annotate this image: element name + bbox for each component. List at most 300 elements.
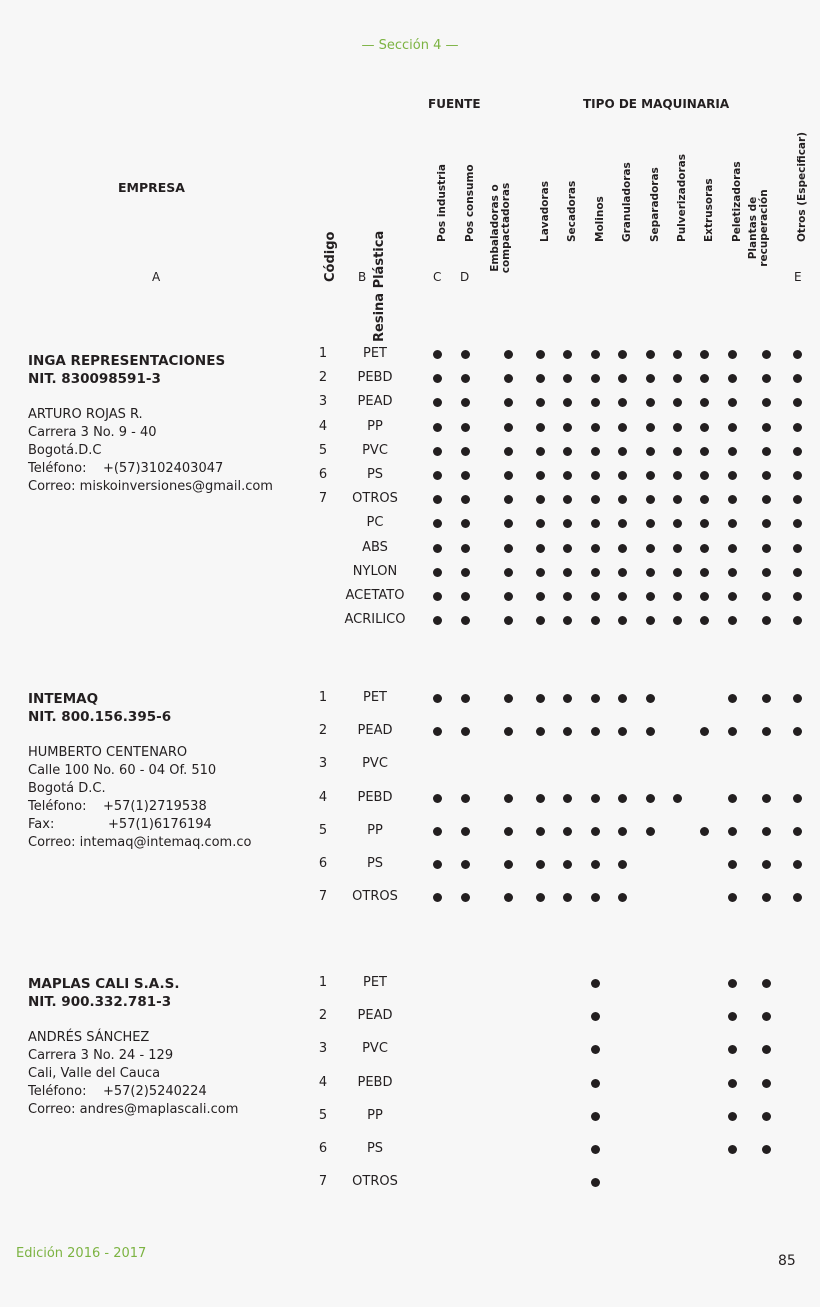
bullet-mark: [591, 794, 600, 803]
bullet-mark: [433, 860, 442, 869]
bullet-mark: [618, 860, 627, 869]
column-header-label: Peletizadoras: [731, 161, 743, 242]
bullet-mark: [504, 447, 513, 456]
row-code: 3: [318, 1041, 328, 1057]
row-code: 6: [318, 1141, 328, 1156]
column-header-label: Pulverizadoras: [676, 154, 688, 242]
row-resin: PEAD: [357, 394, 393, 410]
bullet-mark: [673, 423, 682, 432]
bullet-mark: [618, 827, 627, 836]
codigo-header: [311, 118, 338, 282]
bullet-mark: [461, 727, 470, 736]
column-header: [691, 118, 717, 248]
company-info: [28, 690, 251, 852]
bullet-mark: [762, 447, 771, 456]
bullet-mark: [591, 979, 600, 988]
bullet-mark: [461, 398, 470, 407]
row-code: 7: [318, 889, 328, 905]
bullet-mark: [461, 794, 470, 803]
column-header-label: Secadoras: [566, 180, 578, 242]
row-resin: PS: [366, 467, 384, 482]
bullet-mark: [728, 827, 737, 836]
bullet-mark: [563, 544, 572, 553]
bullet-mark: [563, 398, 572, 407]
bullet-mark: [504, 350, 513, 359]
bullet-mark: [673, 568, 682, 577]
bullet-mark: [591, 1178, 600, 1187]
bullet-mark: [700, 398, 709, 407]
bullet-mark: [618, 592, 627, 601]
bullet-mark: [618, 616, 627, 625]
bullet-mark: [673, 495, 682, 504]
resina-header: [360, 118, 387, 342]
bullet-mark: [433, 350, 442, 359]
bullet-mark: [536, 568, 545, 577]
bullet-mark: [728, 350, 737, 359]
row-resin: OTROS: [352, 491, 398, 507]
bullet-mark: [618, 447, 627, 456]
bullet-mark: [433, 893, 442, 902]
row-resin: OTROS: [352, 1174, 398, 1190]
bullet-mark: [563, 827, 572, 836]
bullet-mark: [646, 544, 655, 553]
contact-line: Teléfono: +(57)3102403047: [28, 461, 224, 476]
bullet-mark: [433, 374, 442, 383]
bullet-mark: [433, 616, 442, 625]
bullet-mark: [461, 350, 470, 359]
company-name: MAPLAS CALI S.A.S.: [28, 976, 180, 992]
company-nit: NIT. 900.332.781-3: [28, 994, 172, 1010]
column-header-label: Pos consumo: [464, 164, 476, 242]
bullet-mark: [591, 447, 600, 456]
row-resin: ACETATO: [345, 588, 405, 603]
bullet-mark: [504, 495, 513, 504]
bullet-mark: [762, 727, 771, 736]
row-code: 2: [318, 723, 328, 739]
bullet-mark: [793, 374, 802, 383]
bullet-mark: [700, 592, 709, 601]
bullet-mark: [646, 592, 655, 601]
bullet-mark: [591, 592, 600, 601]
column-header-label: Lavadoras: [539, 181, 551, 242]
column-header: [609, 118, 635, 248]
bullet-mark: [591, 694, 600, 703]
bullet-mark: [536, 544, 545, 553]
bullet-mark: [762, 592, 771, 601]
row-resin: PVC: [362, 442, 388, 458]
bullet-mark: [591, 398, 600, 407]
bullet-mark: [433, 727, 442, 736]
bullet-mark: [728, 471, 737, 480]
bullet-mark: [618, 727, 627, 736]
row-resin: PEAD: [357, 1008, 393, 1024]
row-resin: PEBD: [357, 789, 393, 805]
bullet-mark: [762, 1145, 771, 1154]
bullet-mark: [591, 860, 600, 869]
bullet-mark: [591, 1045, 600, 1054]
bullet-mark: [618, 544, 627, 553]
bullet-mark: [762, 350, 771, 359]
bullet-mark: [646, 519, 655, 528]
bullet-mark: [618, 350, 627, 359]
bullet-mark: [673, 374, 682, 383]
column-header: [452, 118, 478, 248]
bullet-mark: [563, 495, 572, 504]
bullet-mark: [646, 827, 655, 836]
bullet-mark: [728, 1045, 737, 1054]
row-code: 3: [318, 394, 328, 410]
bullet-mark: [793, 519, 802, 528]
contact-line: Bogotá D.C.: [28, 781, 106, 796]
contact-line: Teléfono: +57(2)5240224: [28, 1084, 207, 1099]
bullet-mark: [646, 350, 655, 359]
bullet-mark: [536, 893, 545, 902]
bullet-mark: [762, 1045, 771, 1054]
column-header-label: Plantas de recuperación: [747, 189, 770, 267]
row-resin: PVC: [362, 1041, 388, 1057]
company-nit: NIT. 800.156.395-6: [28, 709, 172, 725]
bullet-mark: [563, 519, 572, 528]
bullet-mark: [536, 794, 545, 803]
bullet-mark: [762, 374, 771, 383]
bullet-mark: [762, 519, 771, 528]
column-header: [719, 118, 745, 248]
bullet-mark: [461, 616, 470, 625]
bullet-mark: [618, 398, 627, 407]
row-resin: PET: [363, 690, 387, 705]
bullet-mark: [433, 423, 442, 432]
bullet-mark: [793, 592, 802, 601]
row-code: 1: [318, 346, 328, 361]
bullet-mark: [762, 979, 771, 988]
contact-line: HUMBERTO CENTENARO: [28, 745, 188, 760]
row-code: 1: [318, 690, 328, 705]
bullet-mark: [618, 694, 627, 703]
bullet-mark: [762, 827, 771, 836]
bullet-mark: [536, 592, 545, 601]
bullet-mark: [700, 727, 709, 736]
page-number: 85: [778, 1253, 796, 1269]
column-header: [582, 118, 608, 248]
bullet-mark: [793, 423, 802, 432]
bullet-mark: [728, 616, 737, 625]
row-resin: NYLON: [352, 563, 398, 579]
contact-line: Teléfono: +57(1)2719538: [28, 799, 207, 814]
bullet-mark: [591, 1012, 600, 1021]
column-header-label: Extrusoras: [703, 178, 715, 242]
bullet-mark: [793, 694, 802, 703]
bullet-mark: [433, 568, 442, 577]
bullet-mark: [563, 893, 572, 902]
bullet-mark: [536, 447, 545, 456]
letter-b: B: [358, 270, 367, 284]
column-header-label: Molinos: [594, 196, 606, 242]
bullet-mark: [433, 794, 442, 803]
bullet-mark: [618, 495, 627, 504]
bullet-mark: [793, 350, 802, 359]
bullet-mark: [728, 1012, 737, 1021]
bullet-mark: [762, 893, 771, 902]
bullet-mark: [563, 374, 572, 383]
column-header: [527, 118, 553, 248]
bullet-mark: [563, 794, 572, 803]
bullet-mark: [673, 447, 682, 456]
column-header-label: Embaladoras o compactadoras: [489, 182, 512, 274]
bullet-mark: [728, 860, 737, 869]
bullet-mark: [591, 1145, 600, 1154]
bullet-mark: [433, 495, 442, 504]
row-code: 2: [318, 370, 328, 386]
column-header: [784, 118, 810, 248]
bullet-mark: [700, 827, 709, 836]
bullet-mark: [762, 1112, 771, 1121]
bullet-mark: [762, 860, 771, 869]
bullet-mark: [461, 860, 470, 869]
bullet-mark: [461, 447, 470, 456]
bullet-mark: [536, 616, 545, 625]
fuente-header: FUENTE: [428, 97, 481, 111]
bullet-mark: [700, 447, 709, 456]
bullet-mark: [793, 794, 802, 803]
bullet-mark: [504, 374, 513, 383]
bullet-mark: [646, 423, 655, 432]
bullet-mark: [618, 471, 627, 480]
bullet-mark: [591, 544, 600, 553]
bullet-mark: [646, 495, 655, 504]
bullet-mark: [536, 827, 545, 836]
letter-e: E: [794, 270, 802, 284]
bullet-mark: [793, 495, 802, 504]
letter-c: C: [433, 270, 442, 284]
row-code: 1: [318, 975, 328, 990]
bullet-mark: [563, 447, 572, 456]
bullet-mark: [504, 860, 513, 869]
edition-footer: Edición 2016 - 2017: [16, 1246, 147, 1261]
bullet-mark: [536, 694, 545, 703]
row-code: 3: [318, 756, 328, 772]
bullet-mark: [762, 471, 771, 480]
column-header: [747, 118, 779, 267]
bullet-mark: [646, 616, 655, 625]
bullet-mark: [762, 544, 771, 553]
bullet-mark: [433, 544, 442, 553]
bullet-mark: [728, 374, 737, 383]
bullet-mark: [591, 423, 600, 432]
contact-line: Fax: +57(1)6176194: [28, 817, 212, 832]
column-header: [637, 118, 663, 248]
bullet-mark: [700, 471, 709, 480]
bullet-mark: [673, 794, 682, 803]
bullet-mark: [793, 893, 802, 902]
row-code: 2: [318, 1008, 328, 1024]
row-resin: OTROS: [352, 889, 398, 905]
bullet-mark: [728, 519, 737, 528]
bullet-mark: [504, 827, 513, 836]
bullet-mark: [433, 519, 442, 528]
bullet-mark: [793, 827, 802, 836]
bullet-mark: [433, 471, 442, 480]
row-code: 6: [318, 467, 328, 482]
bullet-mark: [563, 471, 572, 480]
bullet-mark: [646, 374, 655, 383]
company-contact: [28, 1029, 238, 1119]
column-header: [489, 118, 521, 274]
bullet-mark: [700, 350, 709, 359]
bullet-mark: [591, 893, 600, 902]
row-code: 5: [318, 442, 328, 458]
bullet-mark: [762, 398, 771, 407]
column-header: [424, 118, 450, 248]
bullet-mark: [673, 616, 682, 625]
bullet-mark: [673, 519, 682, 528]
column-header: [664, 118, 690, 248]
bullet-mark: [536, 519, 545, 528]
bullet-mark: [700, 519, 709, 528]
bullet-mark: [762, 1079, 771, 1088]
bullet-mark: [536, 495, 545, 504]
bullet-mark: [762, 495, 771, 504]
row-code: 4: [318, 418, 328, 434]
bullet-mark: [646, 727, 655, 736]
codigo-header-text: Código: [323, 231, 338, 282]
bullet-mark: [536, 423, 545, 432]
bullet-mark: [762, 1012, 771, 1021]
company-info: [28, 352, 273, 496]
bullet-mark: [793, 398, 802, 407]
bullet-mark: [728, 694, 737, 703]
row-code: 6: [318, 856, 328, 871]
bullet-mark: [461, 495, 470, 504]
bullet-mark: [728, 893, 737, 902]
bullet-mark: [591, 350, 600, 359]
bullet-mark: [646, 568, 655, 577]
bullet-mark: [728, 1145, 737, 1154]
column-header-label: Pos industria: [436, 163, 448, 242]
bullet-mark: [504, 471, 513, 480]
bullet-mark: [673, 398, 682, 407]
contact-line: ARTURO ROJAS R.: [28, 407, 143, 422]
bullet-mark: [461, 827, 470, 836]
row-resin: PC: [366, 515, 384, 531]
bullet-mark: [700, 423, 709, 432]
bullet-mark: [504, 398, 513, 407]
bullet-mark: [618, 374, 627, 383]
bullet-mark: [591, 727, 600, 736]
bullet-mark: [793, 471, 802, 480]
bullet-mark: [591, 495, 600, 504]
bullet-mark: [618, 794, 627, 803]
bullet-mark: [461, 893, 470, 902]
row-resin: PET: [363, 346, 387, 361]
column-header-label: Separadoras: [649, 167, 661, 242]
bullet-mark: [591, 1112, 600, 1121]
bullet-mark: [563, 592, 572, 601]
company-nit: NIT. 830098591-3: [28, 371, 161, 387]
bullet-mark: [700, 568, 709, 577]
bullet-mark: [591, 827, 600, 836]
contact-line: Calle 100 No. 60 - 04 Of. 510: [28, 763, 217, 778]
row-resin: ABS: [362, 539, 388, 555]
section-label: — Sección 4 —: [361, 38, 459, 53]
bullet-mark: [504, 519, 513, 528]
bullet-mark: [536, 398, 545, 407]
bullet-mark: [762, 423, 771, 432]
bullet-mark: [504, 694, 513, 703]
contact-line: Correo: miskoinversiones@gmail.com: [28, 479, 273, 494]
resina-header-text: Resina Plástica: [372, 230, 387, 342]
bullet-mark: [591, 1079, 600, 1088]
bullet-mark: [536, 860, 545, 869]
bullet-mark: [536, 350, 545, 359]
row-code: 4: [318, 789, 328, 805]
bullet-mark: [504, 893, 513, 902]
bullet-mark: [728, 544, 737, 553]
bullet-mark: [591, 616, 600, 625]
bullet-mark: [728, 495, 737, 504]
bullet-mark: [461, 374, 470, 383]
bullet-mark: [646, 398, 655, 407]
bullet-mark: [591, 374, 600, 383]
bullet-mark: [433, 694, 442, 703]
bullet-mark: [563, 350, 572, 359]
bullet-mark: [591, 519, 600, 528]
bullet-mark: [618, 568, 627, 577]
bullet-mark: [646, 794, 655, 803]
bullet-mark: [673, 544, 682, 553]
letter-a: A: [152, 270, 161, 284]
contact-line: Bogotá.D.C: [28, 443, 102, 458]
bullet-mark: [762, 568, 771, 577]
bullet-mark: [646, 471, 655, 480]
row-resin: PP: [367, 418, 383, 434]
bullet-mark: [793, 616, 802, 625]
bullet-mark: [591, 471, 600, 480]
row-code: 7: [318, 1174, 328, 1190]
bullet-mark: [536, 471, 545, 480]
bullet-mark: [728, 398, 737, 407]
bullet-mark: [646, 447, 655, 456]
bullet-mark: [591, 568, 600, 577]
bullet-mark: [728, 1079, 737, 1088]
bullet-mark: [563, 568, 572, 577]
bullet-mark: [504, 568, 513, 577]
company-name: INGA REPRESENTACIONES: [28, 353, 226, 369]
column-header-label: Otros (Especificar): [796, 132, 808, 242]
contact-line: Correo: intemaq@intemaq.com.co: [28, 835, 252, 850]
company-info: [28, 975, 238, 1119]
bullet-mark: [504, 423, 513, 432]
bullet-mark: [762, 794, 771, 803]
column-header: [554, 118, 580, 248]
row-code: 5: [318, 822, 328, 838]
contact-line: ANDRÉS SÁNCHEZ: [28, 1030, 150, 1045]
bullet-mark: [793, 544, 802, 553]
bullet-mark: [461, 423, 470, 432]
bullet-mark: [461, 519, 470, 528]
bullet-mark: [536, 374, 545, 383]
bullet-mark: [563, 860, 572, 869]
bullet-mark: [504, 794, 513, 803]
bullet-mark: [700, 495, 709, 504]
row-resin: PP: [367, 1107, 383, 1123]
bullet-mark: [700, 544, 709, 553]
contact-line: Carrera 3 No. 9 - 40: [28, 425, 157, 440]
column-header-label: Granuladoras: [621, 162, 633, 242]
bullet-mark: [673, 592, 682, 601]
bullet-mark: [646, 694, 655, 703]
row-code: 5: [318, 1107, 328, 1123]
bullet-mark: [504, 592, 513, 601]
